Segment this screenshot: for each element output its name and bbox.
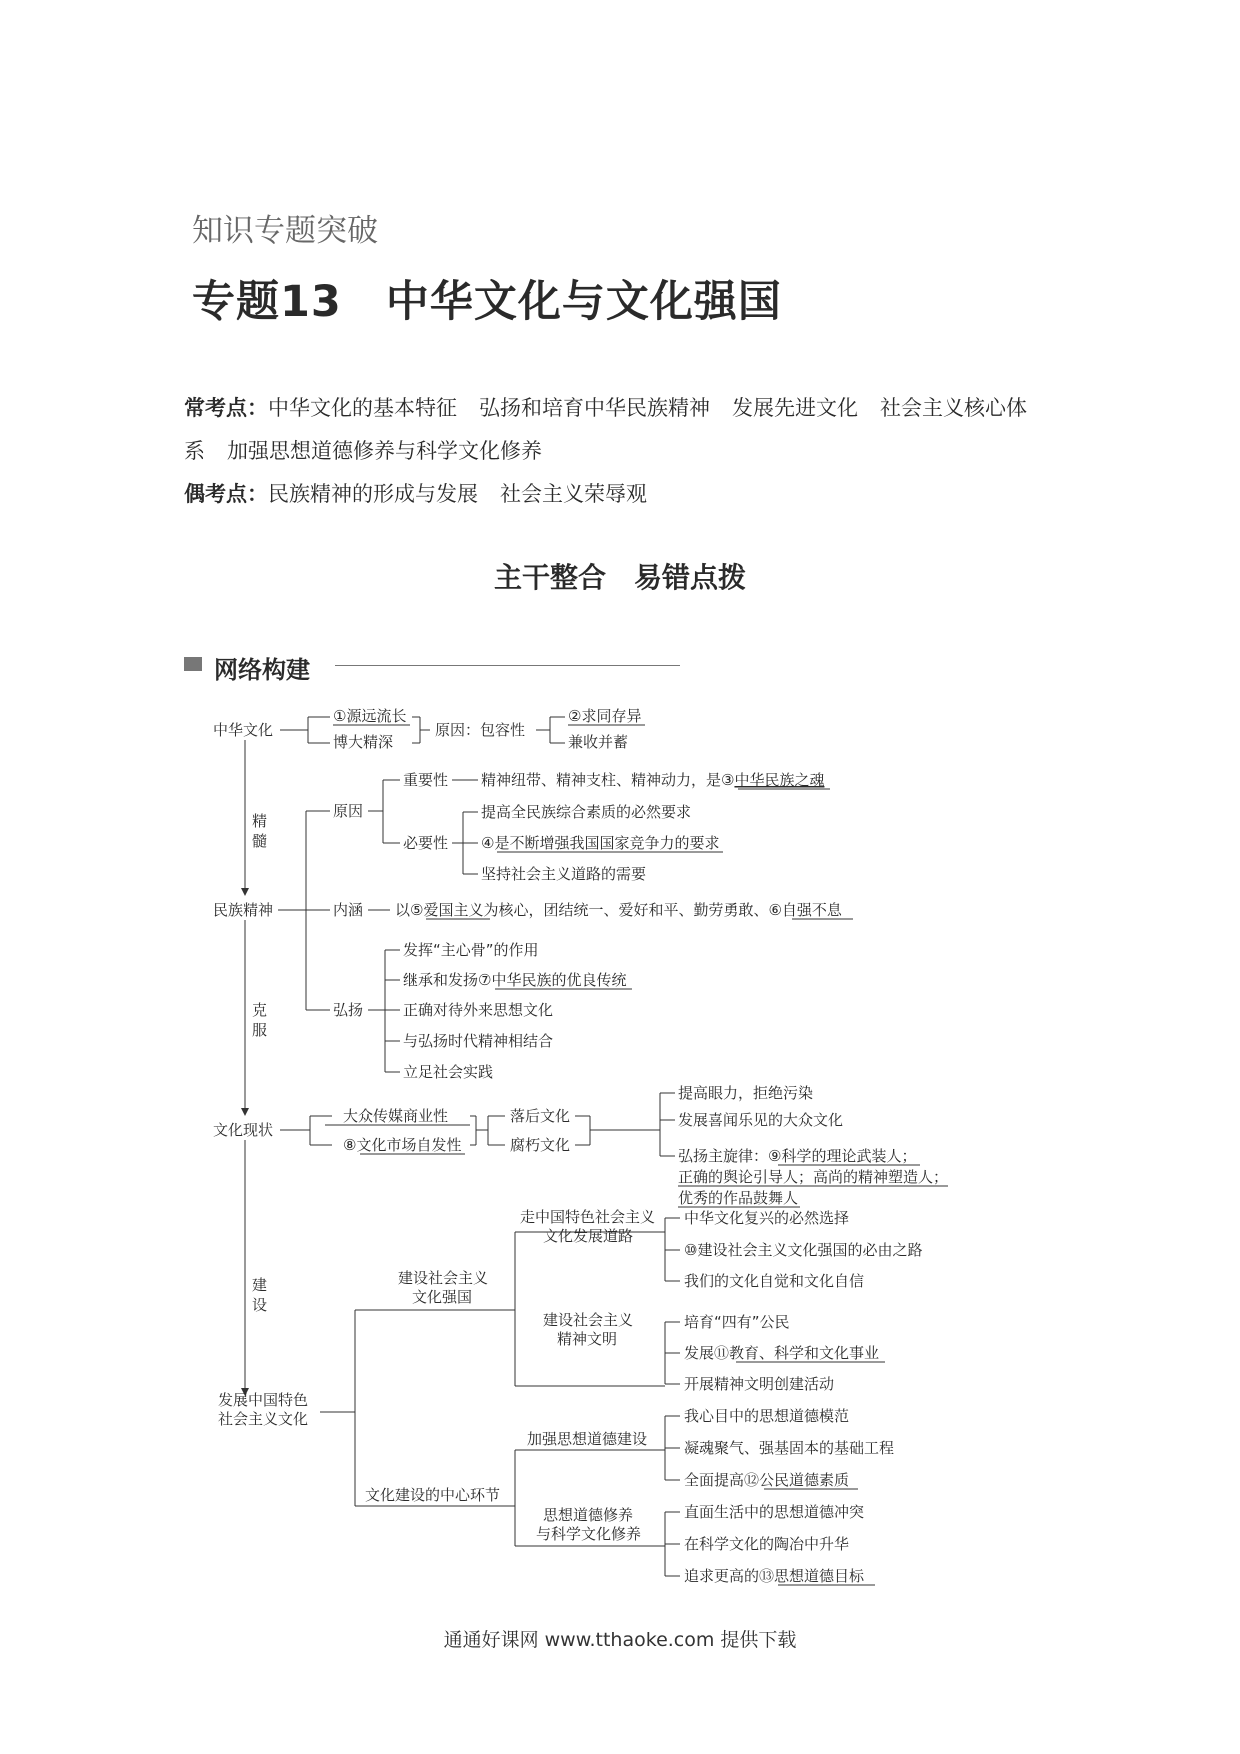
node-xiuyang-2: 与科学文化修养 xyxy=(536,1525,642,1543)
node-jingshen-2: 精神文明 xyxy=(557,1330,618,1348)
node-zhongyao-desc: 精神纽带、精神支柱、精神动力，是③中华民族之魂 xyxy=(481,771,825,789)
node-xianzhuang: 文化现状 xyxy=(213,1121,274,1139)
node-xiuyang-1: 思想道德修养 xyxy=(543,1506,634,1524)
node-daode: 加强思想道德建设 xyxy=(527,1430,648,1448)
node-hy-3: 正确对待外来思想文化 xyxy=(403,1001,554,1019)
node-biyao-1: 提高全民族综合素质的必然要求 xyxy=(481,803,692,821)
node-fazhan-dz: 发展喜闻乐见的大众文化 xyxy=(678,1111,844,1129)
page-title: 专题13 中华文化与文化强国 xyxy=(192,277,782,327)
node-daolu-i3: 我们的文化自觉和文化自信 xyxy=(684,1272,865,1290)
node-zhonghua: 中华文化 xyxy=(213,721,274,739)
frequent-item: 加强思想道德修养与科学文化修养 xyxy=(227,439,542,463)
label-ke: 克 xyxy=(252,1001,268,1019)
frequent-label: 常考点： xyxy=(184,396,268,420)
node-dd-i1: 我心目中的思想道德模范 xyxy=(684,1407,850,1425)
node-hy-4: 与弘扬时代精神相结合 xyxy=(403,1032,554,1050)
node-boda: 博大精深 xyxy=(333,733,394,751)
node-hy-1: 发挥“主心骨”的作用 xyxy=(403,941,539,959)
node-js-i1: 培育“四有”公民 xyxy=(684,1313,790,1331)
node-jingshen-1: 建设社会主义 xyxy=(543,1311,634,1329)
frequent-item: 社会主义核心体 xyxy=(880,396,1027,420)
node-fazhan-1: 发展中国特色 xyxy=(218,1391,309,1409)
node-zhuxuanlv-2: 正确的舆论引导人；高尚的精神塑造人； xyxy=(678,1168,949,1186)
node-daolu-i1: 中华文化复兴的必然选择 xyxy=(684,1209,850,1227)
node-xy-i3: 追求更高的⑬思想道德目标 xyxy=(684,1567,865,1585)
label-sui: 髓 xyxy=(252,832,268,850)
node-minzu: 民族精神 xyxy=(213,901,274,919)
node-yuanyin-bao: 原因：包容性 xyxy=(435,721,526,739)
node-neihan-desc: 以⑤爱国主义为核心，团结统一、爱好和平、勤劳勇敢、⑥自强不息 xyxy=(395,901,842,919)
node-yuanyuan: ①源远流长 xyxy=(333,707,407,725)
node-dd-i2: 凝魂聚气、强基固本的基础工程 xyxy=(684,1439,895,1457)
node-yuanyin: 原因 xyxy=(333,802,364,820)
node-dd-i3: 全面提高⑫公民道德素质 xyxy=(684,1471,850,1489)
node-zhuxuanlv: 弘扬主旋律：⑨科学的理论武装人； xyxy=(678,1147,917,1165)
node-hy-5: 立足社会实践 xyxy=(403,1063,494,1081)
node-qiangguo-2: 文化强国 xyxy=(412,1288,473,1306)
node-dazhong: 大众传媒商业性 xyxy=(343,1107,449,1125)
kicker-text: 知识专题突破 xyxy=(192,213,378,249)
node-neihan: 内涵 xyxy=(333,901,364,919)
frequent-cont: 系 xyxy=(184,439,205,463)
node-hy-2: 继承和发扬⑦中华民族的优良传统 xyxy=(403,971,627,989)
node-biyao-3: 坚持社会主义道路的需要 xyxy=(481,865,647,883)
label-jian: 建 xyxy=(252,1276,268,1294)
node-js-i2: 发展⑪教育、科学和文化事业 xyxy=(684,1344,880,1362)
footer-text: 通通好课网 www.tthaoke.com 提供下载 xyxy=(443,1629,797,1651)
node-shichang: ⑧文化市场自发性 xyxy=(343,1136,462,1154)
node-hongyang: 弘扬 xyxy=(333,1001,364,1019)
label-she: 设 xyxy=(252,1296,268,1314)
section-title: 主干整合 易错点拨 xyxy=(493,561,746,594)
node-luohou: 落后文化 xyxy=(510,1107,571,1125)
node-biyao-2: ④是不断增强我国国家竞争力的要求 xyxy=(481,834,720,852)
frequent-item: 中华文化的基本特征 xyxy=(268,396,457,420)
node-xy-i2: 在科学文化的陶冶中升华 xyxy=(684,1535,850,1553)
label-jing: 精 xyxy=(252,812,268,830)
network-heading: 网络构建 xyxy=(214,656,310,684)
occasional-item: 社会主义荣辱观 xyxy=(500,482,647,506)
node-qiangguo-1: 建设社会主义 xyxy=(398,1269,489,1287)
node-daolu-1: 走中国特色社会主义 xyxy=(520,1208,656,1226)
node-tigao: 提高眼力，拒绝污染 xyxy=(678,1084,814,1102)
node-fuxiu: 腐朽文化 xyxy=(510,1136,571,1154)
node-daolu-2: 文化发展道路 xyxy=(543,1227,634,1245)
label-fu: 服 xyxy=(252,1021,268,1039)
frequent-item: 发展先进文化 xyxy=(732,396,858,420)
node-fazhan-2: 社会主义文化 xyxy=(218,1410,309,1428)
occasional-label: 偶考点： xyxy=(184,482,268,506)
occasional-item: 民族精神的形成与发展 xyxy=(268,482,478,506)
node-daolu-i2: ⑩建设社会主义文化强国的必由之路 xyxy=(684,1241,923,1259)
node-xy-i1: 直面生活中的思想道德冲突 xyxy=(684,1503,865,1521)
node-js-i3: 开展精神文明创建活动 xyxy=(684,1375,835,1393)
node-zhongyao: 重要性 xyxy=(403,771,449,789)
node-jianshou: 兼收并蓄 xyxy=(568,733,629,751)
frequent-item: 弘扬和培育中华民族精神 xyxy=(479,396,710,420)
node-qiutong: ②求同存异 xyxy=(568,707,642,725)
node-zhuxuanlv-3: 优秀的作品鼓舞人 xyxy=(678,1189,799,1207)
node-biyao: 必要性 xyxy=(403,834,449,852)
node-zhongxin: 文化建设的中心环节 xyxy=(365,1486,501,1504)
